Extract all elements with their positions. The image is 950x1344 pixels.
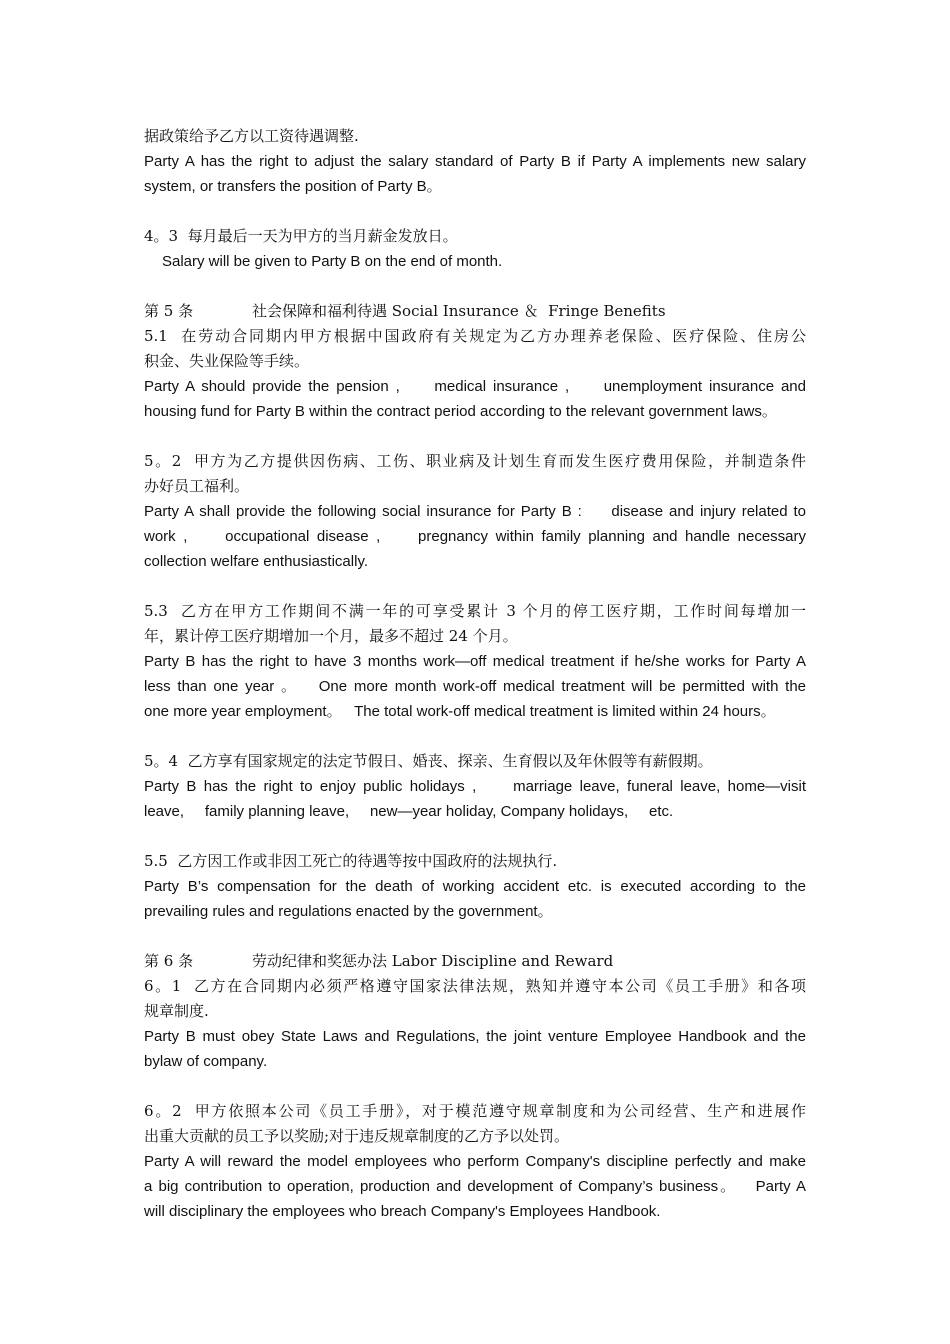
article-6-title: 劳动纪律和奖惩办法 Labor Discipline and Reward xyxy=(252,952,614,970)
clause-5-1-cn-line-1: 5.1 在劳动合同期内甲方根据中国政府有关规定为乙方办理养老保险、医疗保险、住房公 xyxy=(144,327,806,345)
spacer xyxy=(144,924,806,949)
clause-5-5-en-line-1: Party B’s compensation for the death of working accident etc. is executed according to the xyxy=(144,878,806,895)
article-6-heading xyxy=(144,949,806,974)
clause-6-2-cn-line-2: 出重大贡献的员工予以奖励;对于违反规章制度的乙方予以处罚。 xyxy=(144,1127,570,1145)
article-5-number: 第 5 条 xyxy=(144,302,194,320)
clause-5-3-cn-line-2: 年，累计停工医疗期增加一个月，最多不超过 24 个月。 xyxy=(144,627,518,645)
clause-5-2-en-line-1: Party A shall provide the following social insurance for Party B : disease and injury related to xyxy=(144,503,806,520)
clause-5-4-en-line-1: Party B has the right to enjoy public holidays , marriage leave, funeral leave, home—visit xyxy=(144,778,806,795)
spacer xyxy=(144,824,806,849)
article-6-number: 第 6 条 xyxy=(144,952,194,970)
spacer xyxy=(144,1074,806,1099)
clause-6-2-en-line-3: will disciplinary the employees who breach Company's Employees Handbook. xyxy=(144,1203,661,1220)
clause-5-2-en-line-2: work , occupational disease , pregnancy within family planning and handle necessary xyxy=(144,528,806,545)
clause-5-2-cn-line-1: 5。2 甲方为乙方提供因伤病、工伤、职业病及计划生育而发生医疗费用保险，并制造条件 xyxy=(144,452,806,470)
clause-5-2-cn-line-2: 办好员工福利。 xyxy=(144,477,250,495)
intro-en-line-1: Party A has the right to adjust the salary standard of Party B if Party A implements new salary xyxy=(144,153,806,170)
clause-6-2-en-line-2: a big contribution to operation, production and development of Company’s business。 Party A xyxy=(144,1178,806,1195)
article-5-heading xyxy=(144,299,806,324)
spacer xyxy=(144,574,806,599)
article-5-title: 社会保障和福利待遇 Social Insurance ＆ Fringe Benefits xyxy=(252,302,666,320)
clause-6-2-en-line-1: Party A will reward the model employees who perform Company's discipline perfectly and make xyxy=(144,1153,806,1170)
clause-6-1-en-line-1: Party B must obey State Laws and Regulations, the joint venture Employee Handbook and the xyxy=(144,1028,806,1045)
clause-6-1-cn-line-1: 6。1 乙方在合同期内必须严格遵守国家法律法规，熟知并遵守本公司《员工手册》和各项 xyxy=(144,977,806,995)
clause-5-1-en-line-2: housing fund for Party B within the contract period according to the relevant government laws。 xyxy=(144,403,777,420)
spacer xyxy=(144,424,806,449)
clause-5-1-en-line-1: Party A should provide the pension , medical insurance , unemployment insurance and xyxy=(144,378,806,395)
clause-5-1-cn-line-2: 积金、失业保险等手续。 xyxy=(144,352,310,370)
clause-5-3-en-line-2: less than one year 。 One more month work-off medical treatment will be permitted with the xyxy=(144,678,806,695)
clause-5-3-en-line-1: Party B has the right to have 3 months work—off medical treatment if he/she works for Party A xyxy=(144,653,806,670)
clause-5-4-cn: 5。4 乙方享有国家规定的法定节假日、婚丧、探亲、生育假以及年休假等有薪假期。 xyxy=(144,752,713,770)
intro-en-line-2: system, or transfers the position of Party B。 xyxy=(144,178,442,195)
clause-4-3-en: Salary will be given to Party B on the end of month. xyxy=(162,253,503,270)
clause-5-3-cn-line-1: 5.3 乙方在甲方工作期间不满一年的可享受累计 3 个月的停工医疗期，工作时间每增加一 xyxy=(144,602,806,620)
clause-5-3-en-line-3: one more year employment。 The total work-off medical treatment is limited within 24 hours。 xyxy=(144,703,776,720)
clause-5-5-en-line-2: prevailing rules and regulations enacted by the government。 xyxy=(144,903,553,920)
intro-cn: 据政策给予乙方以工资待遇调整. xyxy=(144,127,359,145)
clause-6-1-en-line-2: bylaw of company. xyxy=(144,1053,268,1070)
clause-6-1-cn-line-2: 规章制度. xyxy=(144,1002,209,1020)
clause-6-2-cn-line-1: 6。2 甲方依照本公司《员工手册》，对于模范遵守规章制度和为公司经营、生产和进展作 xyxy=(144,1102,806,1120)
spacer xyxy=(144,724,806,749)
clause-5-2-en-line-3: collection welfare enthusiastically. xyxy=(144,553,368,570)
document-page xyxy=(144,124,806,1224)
clause-5-4-en-line-2: leave, family planning leave, new—year holiday, Company holidays, etc. xyxy=(144,803,674,820)
spacer xyxy=(144,199,806,224)
clause-4-3-cn: 4。3 每月最后一天为甲方的当月薪金发放日。 xyxy=(144,227,458,245)
clause-5-5-cn: 5.5 乙方因工作或非因工死亡的待遇等按中国政府的法规执行. xyxy=(144,852,558,870)
spacer xyxy=(144,274,806,299)
